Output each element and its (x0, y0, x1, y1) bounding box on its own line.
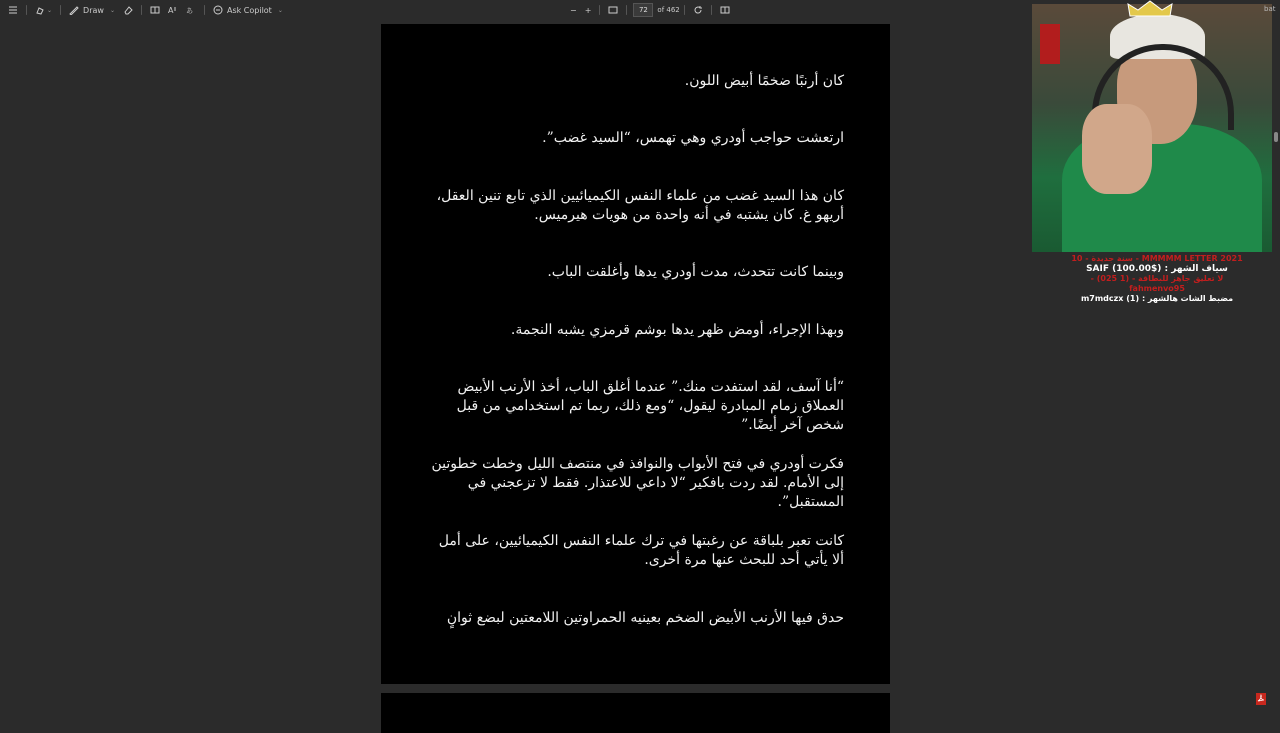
eraser-icon (123, 5, 133, 15)
scrollbar-thumb[interactable] (1274, 132, 1278, 142)
toolbar-divider (141, 5, 142, 15)
zoom-in-icon: + (584, 5, 592, 15)
list-icon (8, 5, 18, 15)
page-view-button[interactable] (716, 2, 734, 18)
highlighter-icon (35, 5, 45, 15)
crown-icon (1126, 0, 1174, 18)
svg-text:あ: あ (185, 7, 193, 15)
highlight-button[interactable] (31, 2, 56, 18)
pen-icon (69, 5, 79, 15)
chevron-down-icon: ⌄ (47, 6, 53, 14)
paragraph: وبهذا الإجراء، أومض ظهر يدها بوشم قرمزي يشبه النجمة. (510, 322, 844, 338)
read-aloud-button[interactable] (164, 2, 182, 18)
toolbar-divider (711, 5, 712, 15)
pdf-page (381, 24, 890, 684)
text-box-icon (150, 5, 160, 15)
chevron-down-icon: ⌄ (277, 6, 283, 14)
stream-chat-overlay (1062, 254, 1252, 304)
pdf-next-page (381, 693, 890, 733)
paragraph: كان أرنبًا ضخمًا أبيض اللون. (684, 73, 844, 89)
chat-line: MMMMM LETTER 2021 - سنة جديدة - 10 (1071, 254, 1243, 263)
zoom-out-icon: − (570, 5, 577, 15)
zoom-out-button[interactable] (566, 2, 581, 18)
chat-line: سياف الشهر : ($100.00) SAIF (1086, 264, 1228, 274)
pdf-icon (1256, 693, 1266, 705)
webcam-overlay (1032, 4, 1272, 252)
toolbar-divider (684, 5, 685, 15)
paragraph: فكرت أودري في فتح الأبواب والنوافذ في منتصف الليل وخطت خطوتين إلى الأمام. لقد ردت بافكير “لا داعي للاعتذار. فقط لا تزعجني في المستقبل”. (431, 456, 844, 510)
chat-line: لا تعليق جاهز للبطاقة - (1 025) - fahmenvo95 (1090, 274, 1224, 293)
toolbar-divider (204, 5, 205, 15)
toolbar-divider (26, 5, 27, 15)
paragraph: “أنا آسف، لقد استفدت منك.” عندما أغلق الباب، أخذ الأرنب الأبيض العملاق زمام المبادرة ليقول، “ومع ذلك، ربما تم استخدامي من قبل شخص آخر أيضًا.” (456, 379, 844, 433)
ask-copilot-button[interactable] (209, 2, 287, 18)
ask-copilot-label: Ask Copilot (226, 5, 272, 15)
toolbar-divider (599, 5, 600, 15)
paragraph: وبينما كانت تتحدث، مدت أودري يدها وأغلقت الباب. (547, 264, 844, 280)
contents-button[interactable] (4, 2, 22, 18)
text-box-button[interactable] (146, 2, 164, 18)
translate-icon (186, 5, 196, 15)
rotate-icon (693, 5, 703, 15)
page-total: of 462 (657, 6, 680, 14)
paragraph: حدق فيها الأرنب الأبيض الضخم بعينيه الحمراوتين اللامعتين لبضع ثوانٍ (446, 610, 844, 626)
paragraph: كان هذا السيد غضب من علماء النفس الكيميائيين الذي تابع تنين العقل، أريهو غ. كان يشتبه في أنه واحدة من هويات هيرميس. (436, 188, 844, 223)
read-aloud-icon (168, 5, 178, 15)
paragraph: كانت تعبر بلباقة عن رغبتها في ترك علماء النفس الكيميائيين، على أمل ألا يأتي أحد للبحث عنها مرة أخرى. (438, 533, 844, 568)
erase-button[interactable] (119, 2, 137, 18)
draw-button[interactable] (65, 2, 119, 18)
red-light (1040, 24, 1060, 64)
chevron-down-icon: ⌄ (109, 6, 115, 14)
page-number-input[interactable] (633, 3, 653, 17)
corner-label: bat (1264, 5, 1276, 13)
fit-page-icon (608, 5, 618, 15)
copilot-icon (213, 5, 223, 15)
chat-line: مضبط الشات هالشهر : (1) m7mdczx (1080, 294, 1234, 303)
draw-label: Draw (83, 5, 104, 15)
svg-text:A: A (167, 6, 174, 15)
page-view-icon (720, 5, 730, 15)
toolbar-divider (626, 5, 627, 15)
paragraph: ارتعشت حواجب أودري وهي تهمس، “السيد غضب”. (542, 130, 844, 146)
translate-button[interactable] (182, 2, 200, 18)
fit-page-button[interactable] (604, 2, 622, 18)
raised-hand (1082, 104, 1152, 194)
toolbar-divider (60, 5, 61, 15)
rotate-button[interactable] (689, 2, 707, 18)
zoom-in-button[interactable] (581, 2, 596, 18)
